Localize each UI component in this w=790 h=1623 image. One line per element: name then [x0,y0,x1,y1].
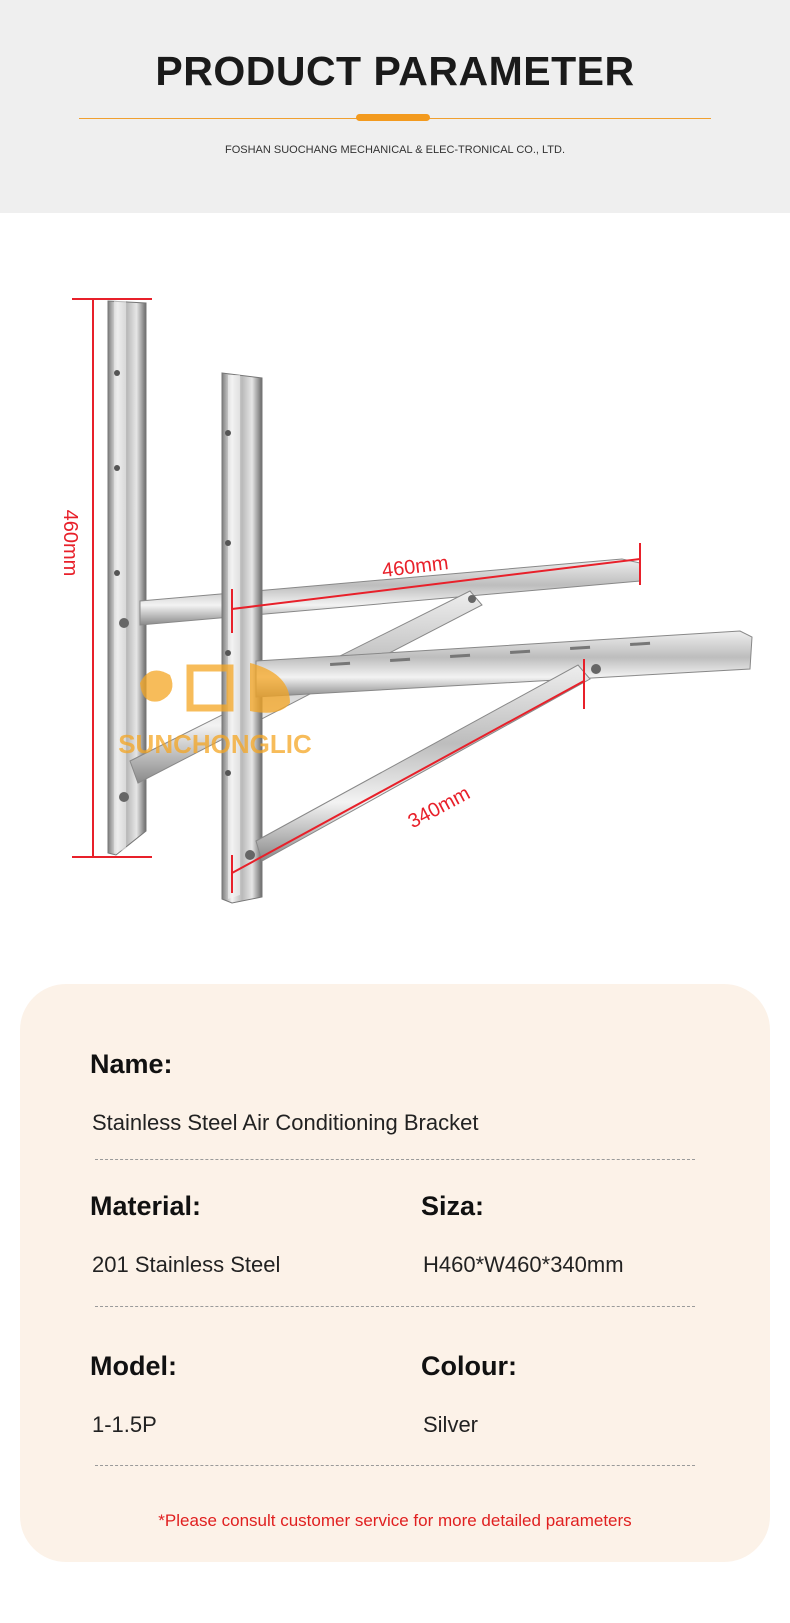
divider-2 [95,1306,695,1307]
product-image [0,213,790,983]
colour-label: Colour: [421,1351,517,1381]
page-title: PRODUCT PARAMETER [155,48,635,94]
watermark-text: SUNCHONGLIC [118,729,312,759]
size-label: Siza: [421,1191,485,1221]
model-value: 1-1.5P [92,1412,157,1437]
company-name: FOSHAN SUOCHANG MECHANICAL & ELEC-TRONICAL CO., LTD. [224,144,566,156]
header-accent-bar [356,114,430,121]
dimension-height-label: 460mm [59,509,81,577]
colour-value: Silver [423,1412,479,1437]
material-value: 201 Stainless Steel [92,1252,281,1277]
consult-note: *Please consult customer service for more detailed parameters [158,1511,632,1530]
material-label: Material: [90,1191,202,1221]
bracket-illustration [0,213,790,983]
dimension-brace-label: 340mm [404,782,474,834]
model-label: Model: [90,1351,177,1381]
divider-1 [95,1159,695,1160]
header-section [0,0,790,213]
size-value: H460*W460*340mm [423,1252,624,1277]
name-value: Stainless Steel Air Conditioning Bracket [92,1110,479,1135]
dimension-width-label: 460mm [380,552,450,583]
front-bracket [222,373,752,903]
divider-3 [95,1465,695,1466]
back-bracket [108,301,640,855]
name-label: Name: [90,1049,173,1079]
